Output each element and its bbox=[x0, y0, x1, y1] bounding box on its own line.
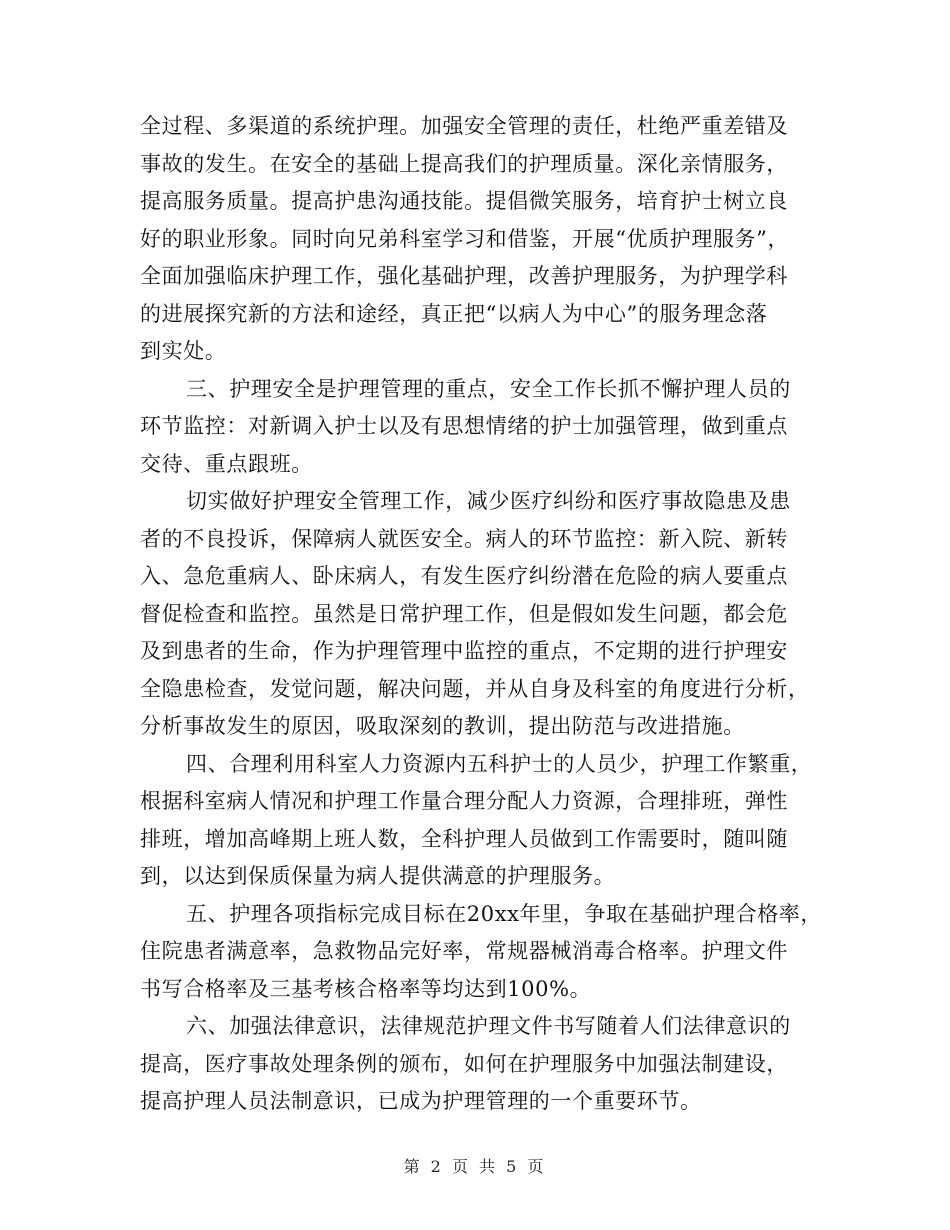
body-line: 提高，医疗事故处理条例的颁布，如何在护理服务中加强法制建设， bbox=[140, 1052, 788, 1076]
paragraph-start-line: 切实做好护理安全管理工作，减少医疗纠纷和医疗事故隐患及患 bbox=[186, 489, 791, 513]
page-number-footer: 第 2 页 共 5 页 bbox=[403, 1157, 547, 1176]
paragraph-5-heading-line: 五、护理各项指标完成目标在20xx年里，争取在基础护理合格率， bbox=[186, 902, 823, 926]
body-line: 入、急危重病人、卧床病人，有发生医疗纠纷潜在危险的病人要重点 bbox=[140, 564, 788, 588]
body-line: 提高护理人员法制意识，已成为护理管理的一个重要环节。 bbox=[140, 1089, 702, 1113]
body-line: 到实处。 bbox=[140, 339, 227, 363]
body-line: 到，以达到保质保量为病人提供满意的护理服务。 bbox=[140, 864, 616, 888]
body-line: 全面加强临床护理工作，强化基础护理，改善护理服务，为护理学科 bbox=[140, 264, 788, 288]
paragraph-4-heading-line: 四、合理利用科室人力资源内五科护士的人员少，护理工作繁重， bbox=[186, 752, 813, 776]
body-line: 根据科室病人情况和护理工作量合理分配人力资源，合理排班，弹性 bbox=[140, 789, 788, 813]
body-line: 事故的发生。在安全的基础上提高我们的护理质量。深化亲情服务， bbox=[140, 152, 788, 176]
body-line: 提高服务质量。提高护患沟通技能。提倡微笑服务，培育护士树立良 bbox=[140, 189, 788, 213]
body-line: 全过程、多渠道的系统护理。加强安全管理的责任，杜绝严重差错及 bbox=[140, 114, 788, 138]
body-line: 排班，增加高峰期上班人数，全科护理人员做到工作需要时，随叫随 bbox=[140, 827, 788, 851]
body-line: 环节监控：对新调入护士以及有思想情绪的护士加强管理，做到重点 bbox=[140, 414, 788, 438]
paragraph-6-heading-line: 六、加强法律意识，法律规范护理文件书写随着人们法律意识的 bbox=[186, 1014, 791, 1038]
body-line: 的进展探究新的方法和途经，真正把“以病人为中心”的服务理念落 bbox=[140, 302, 768, 326]
body-line: 分析事故发生的原因，吸取深刻的教训，提出防范与改进措施。 bbox=[140, 714, 745, 738]
body-line: 书写合格率及三基考核合格率等均达到100%。 bbox=[140, 977, 592, 1001]
body-line: 督促检查和监控。虽然是日常护理工作，但是假如发生问题，都会危 bbox=[140, 602, 788, 626]
body-line: 者的不良投诉，保障病人就医安全。病人的环节监控：新入院、新转 bbox=[140, 527, 788, 551]
body-line: 好的职业形象。同时向兄弟科室学习和借鉴，开展“优质护理服务”， bbox=[140, 227, 790, 251]
body-line: 全隐患检查，发觉问题，解决问题，并从自身及科室的角度进行分析， bbox=[140, 677, 810, 701]
paragraph-3-heading-line: 三、护理安全是护理管理的重点，安全工作长抓不懈护理人员的 bbox=[186, 377, 791, 401]
body-line: 住院患者满意率，急救物品完好率，常规器械消毒合格率。护理文件 bbox=[140, 939, 788, 963]
body-line: 及到患者的生命，作为护理管理中监控的重点，不定期的进行护理安 bbox=[140, 639, 788, 663]
body-line: 交待、重点跟班。 bbox=[140, 452, 313, 476]
